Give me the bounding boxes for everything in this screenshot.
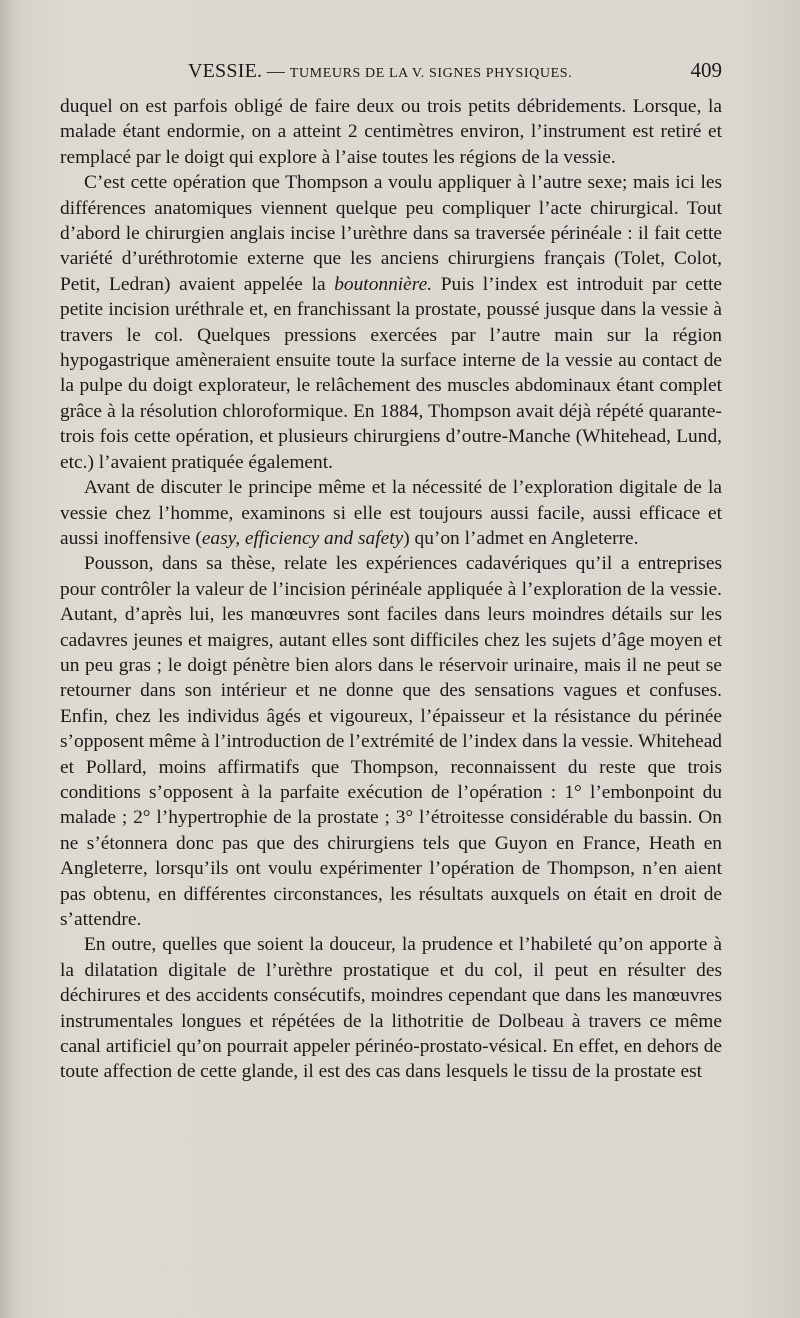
running-head-dash: — xyxy=(266,61,286,81)
running-head xyxy=(188,60,572,83)
paragraph-text: C’est cette opération que Thompson a voulu appliquer à l’autre sexe; mais ici les différences anatomiques viennent quelque peu compliquer l’acte chirurgical. Tout d’abord le chirurgien anglais incise l’urèthre dans sa traversée périnéale : il fait cette variété d’uréthrotomie externe que les anciens chirurgiens français (Tolet, Colot, Petit, Ledran) avaient appelée la xyxy=(60,172,722,295)
body-text xyxy=(60,94,722,1085)
paragraph-3 xyxy=(60,475,722,551)
paragraph-text: duquel on est parfois obligé de faire deux ou trois petits débridements. Lorsque, la malade étant endormie, on a atteint 2 centimètres environ, l’instrument est retiré et remplacé par le doigt qui explore à l’aise toutes les régions de la vessie. xyxy=(60,96,722,168)
page-number: 409 xyxy=(690,58,722,82)
running-head-subtitle: TUMEURS DE LA V. SIGNES PHYSIQUES. xyxy=(289,66,573,81)
paragraph-text: Pousson, dans sa thèse, relate les expériences cadavériques qu’il a entreprises pour contrôler la valeur de l’incision périnéale appliquée à l’exploration de la vessie. Autant, d’après lui, les manœuvres sont faciles dans leurs moindres détails sur les cadavres jeunes et maigres, autant elles sont difficiles chez les sujets d’âge moyen et un peu gras ; le doigt pénètre bien alors dans le réservoir urinaire, mais il ne peut se retourner dans son intérieur et ne donne que des sensations vagues et confuses. Enfin, chez les individus âgés et vigoureux, l’épaisseur et la résistance du périnée s’opposent même à l’introduction de l’extrémité de l’index dans la vessie. Whitehead et Pollard, moins affirmatifs que Thompson, reconnaissent du reste que trois conditions s’opposent à la parfaite exécution de l’opération : 1° l’embonpoint du malade ; 2° l’hypertrophie de la prostate ; 3° l’étroitesse considérable du bassin. On ne s’étonnera donc pas que des chirurgiens tels que Guyon en France, Heath en Angleterre, lorsqu’ils ont voulu expérimenter l’opération de Thompson, n’en aient pas obtenu, en différentes circonstances, les résultats auxquels on était en droit de s’attendre. xyxy=(60,553,722,930)
paragraph-1 xyxy=(60,94,722,170)
paragraph-text: En outre, quelles que soient la douceur, la prudence et l’habileté qu’on apporte à la dilatation digitale de l’urèthre prostatique et du col, il peut en résulter des déchirures et des accidents consécutifs, moindres cependant que dans les manœuvres instrumentales longues et répétées de la lithotritie de Dolbeau à travers ce même canal artificiel qu’on pourrait appeler périnéo-prostato-vésical. En effet, en dehors de toute affection de cette glande, il est des cas dans lesquels le tissu de la prostate est xyxy=(60,934,722,1083)
running-head-title: VESSIE. xyxy=(188,60,263,82)
italic-term: easy, efficiency and safety xyxy=(201,527,404,549)
italic-term: boutonnière. xyxy=(334,273,433,295)
paragraph-2 xyxy=(60,170,722,475)
paragraph-5 xyxy=(60,932,722,1084)
paragraph-4 xyxy=(60,551,722,932)
paragraph-text: ) qu’on l’admet en Angleterre. xyxy=(403,527,639,549)
paragraph-text: Puis l’index est introduit par cette petite incision uréthrale et, en franchissant la prostate, poussé jusque dans la vessie à travers le col. Quelques pressions exercées par l’autre main sur la région hypogastrique amèneraient ensuite toute la surface interne de la vessie au contact de la pulpe du doigt explorateur, le relâchement des muscles abdominaux étant complet grâce à la résolution chloroformique. En 1884, Thompson avait déjà répété quarante-trois fois cette opération, et plusieurs chirurgiens d’outre-Manche (Whitehead, Lund, etc.) l’avaient pratiquée également. xyxy=(60,273,722,473)
page-header xyxy=(60,58,722,86)
paragraph-text: Avant de discuter le principe même et la nécessité de l’exploration digitale de la vessie chez l’homme, examinons si elle est toujours aussi facile, aussi efficace et aussi inoffensive ( xyxy=(60,477,722,549)
